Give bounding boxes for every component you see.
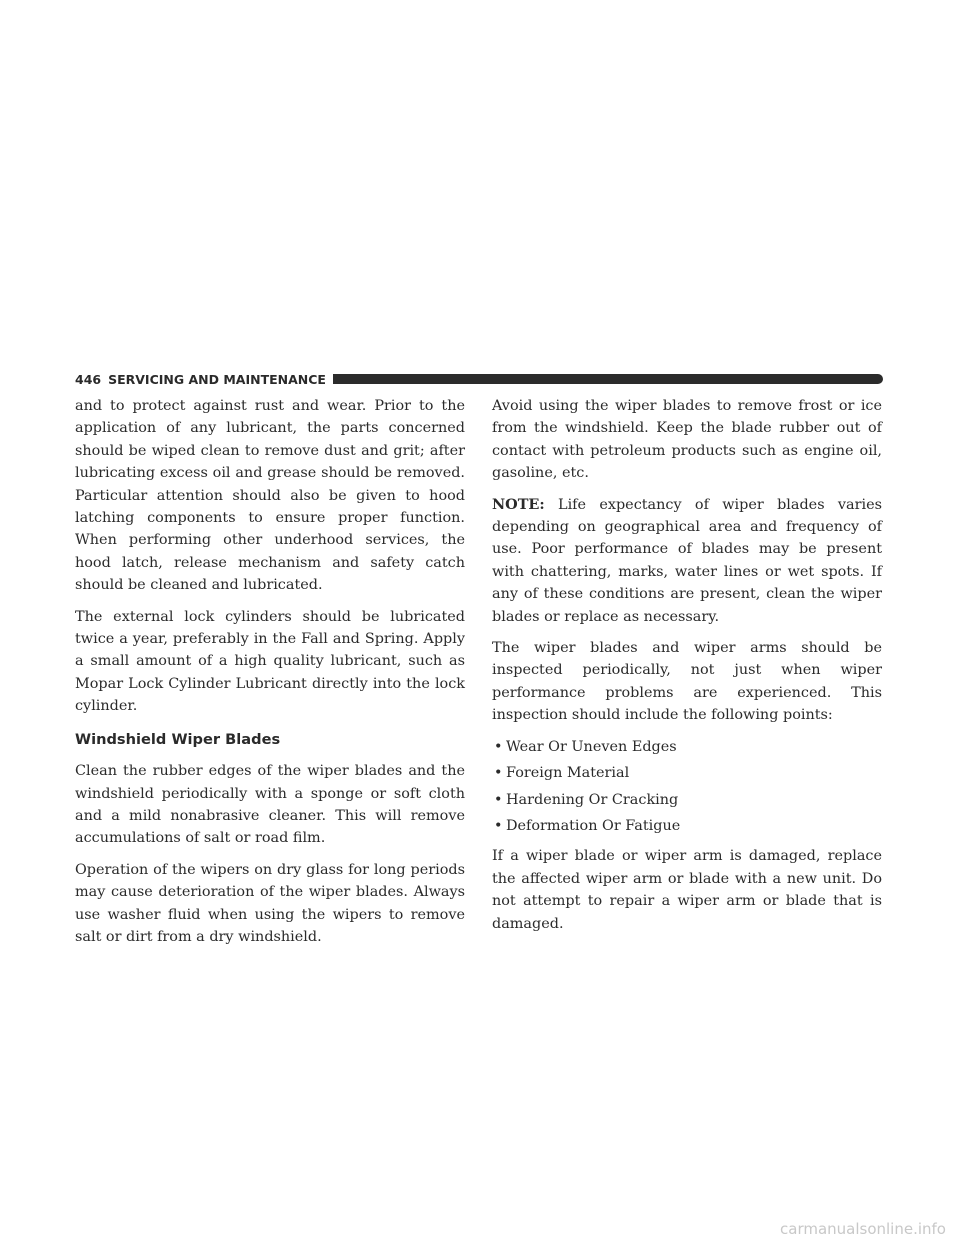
list-item: • Deformation Or Fatigue [492,815,882,837]
header-rule [333,374,883,384]
lubrication-paragraph: and to protect against rust and wear. Prior to the application of any lubricant, the parts concerned should be wiped clean to remove dust and grit; after lubricating excess oil and grease should be removed. Particular attention should also be given to hood latching components to ensure proper function. When performing other underhood services, the hood latch, release mechanism and safety catch should be cleaned and lubricated. [75,398,465,594]
note-text: Life expectancy of wiper blades varies depending on geographical area and frequency of use. Poor performance of blades may be present with chattering, marks, water lines or wet spots. If any of these conditions are present, clean the wiper blades or replace as necessary. [492,496,882,625]
watermark: carmanualsonline.info [780,1220,946,1238]
cleaning-paragraph: Clean the rubber edges of the wiper blades and the windshield periodically with a sponge or soft cloth and a mild nonabrasive cleaner. This will remove accumulations of salt or road film. [75,763,465,847]
note-label: NOTE: [492,495,545,513]
list-item: • Hardening Or Cracking [492,789,882,811]
left-column [75,395,465,957]
note-paragraph [492,494,882,628]
bullet-icon: • [494,791,503,808]
right-column [492,395,882,944]
page-header [75,370,883,388]
frost-paragraph: Avoid using the wiper blades to remove frost or ice from the windshield. Keep the blade rubber out of contact with petroleum products such as engine oil, gasoline, etc. [492,398,882,482]
section-heading: Windshield Wiper Blades [75,730,281,748]
damage-paragraph: If a wiper blade or wiper arm is damaged, replace the affected wiper arm or blade with a new unit. Do not attempt to repair a wiper arm or blade that is damaged. [492,848,882,932]
section-title: SERVICING AND MAINTENANCE [108,371,326,387]
list-item: • Wear Or Uneven Edges [492,736,882,758]
dry-glass-paragraph: Operation of the wipers on dry glass for long periods may cause deterioration of the wiper blades. Always use washer fluid when using the wipers to remove salt or dirt from a dry windshield. [75,861,465,945]
page-number: 446 [75,371,102,387]
bullet-icon: • [494,765,503,782]
lock-cylinder-paragraph: The external lock cylinders should be lubricated twice a year, preferably in the Fall and Spring. Apply a small amount of a high quality lubricant, such as Mopar Lock Cylinder Lubricant directly into the lock cylinder. [75,608,465,715]
bullet-icon: • [494,738,503,755]
inspection-paragraph: The wiper blades and wiper arms should be inspected periodically, not just when wiper performance problems are experienced. This inspection should include the following points: [492,640,882,724]
bullet-icon: • [494,818,503,835]
inspection-list [492,736,882,838]
list-item: • Foreign Material [492,762,882,784]
